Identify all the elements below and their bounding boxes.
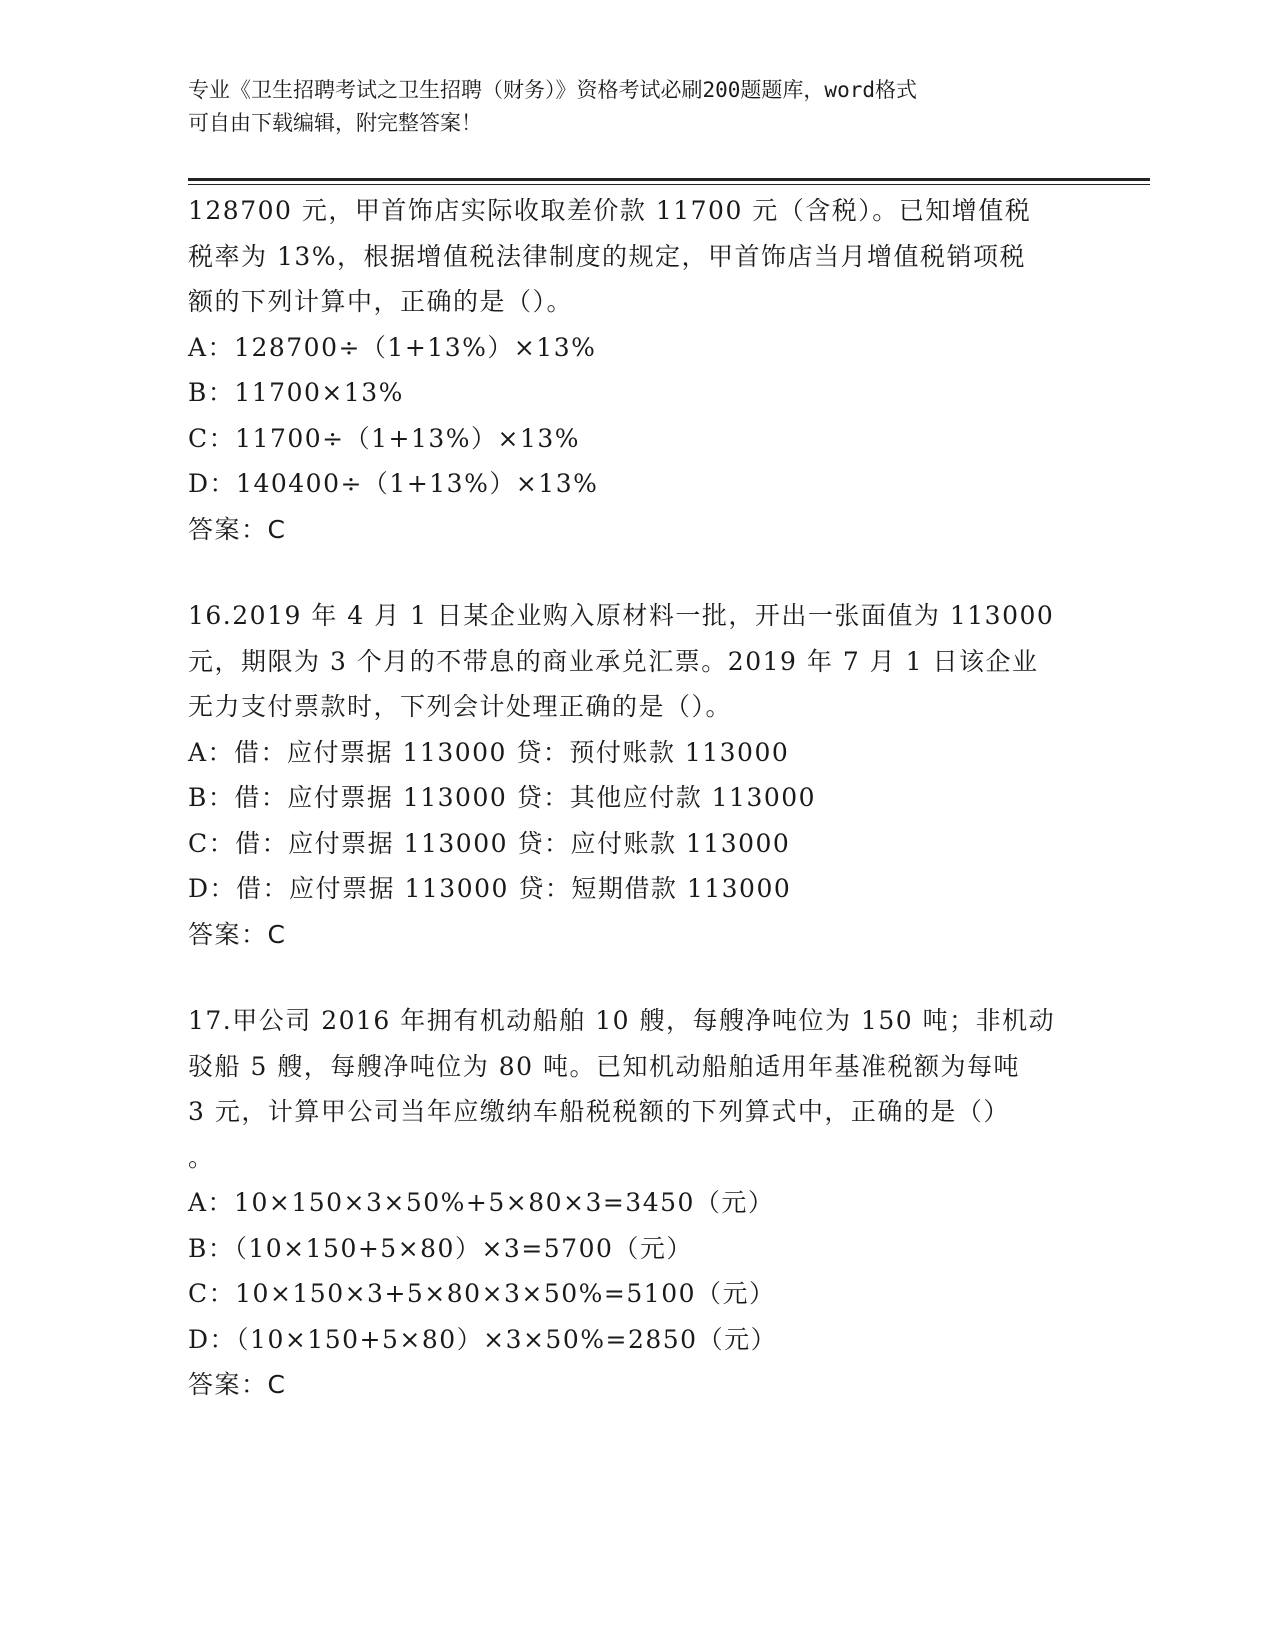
document-body xyxy=(188,188,1088,1408)
question-spacer xyxy=(188,957,1088,998)
option-c: C：借：应付票据 113000 贷：应付账款 113000 xyxy=(188,828,791,858)
question-stem-line: 驳船 5 艘，每艘净吨位为 80 吨。已知机动船舶适用年基准税额为每吨 xyxy=(188,1051,1021,1081)
question-stem-line: 3 元，计算甲公司当年应缴纳车船税税额的下列算式中，正确的是（） xyxy=(188,1097,1010,1126)
question-17 xyxy=(188,998,1088,1408)
header-rule-thick xyxy=(188,178,1150,181)
option-a: A：128700÷（1+13%）×13% xyxy=(188,332,597,362)
header-title-line-2: 可自由下载编辑，附完整答案！ xyxy=(188,111,482,135)
option-c: C：11700÷（1+13%）×13% xyxy=(188,423,581,453)
question-spacer xyxy=(188,552,1088,593)
option-d: D：140400÷（1+13%）×13% xyxy=(188,469,599,498)
answer-label: 答案：C xyxy=(188,919,287,949)
question-stem-line: 税率为 13%，根据增值税法律制度的规定，甲首饰店当月增值税销项税 xyxy=(188,241,1027,271)
page-header xyxy=(188,74,1068,140)
header-title-line-1: 专业《卫生招聘考试之卫生招聘（财务）》资格考试必刷200题题库，word格式 xyxy=(188,78,917,102)
option-b: B：（10×150+5×80）×3=5700（元） xyxy=(188,1233,693,1263)
header-rule-thin xyxy=(188,184,1150,185)
question-stem-line: 16.2019 年 4 月 1 日某企业购入原材料一批，开出一张面值为 113000 xyxy=(188,601,1055,630)
question-stem-line: 128700 元，甲首饰店实际收取差价款 11700 元（含税）。已知增值税 xyxy=(188,196,1032,225)
question-stem-line: 额的下列计算中，正确的是（）。 xyxy=(188,287,574,316)
option-a: A：10×150×3×50%+5×80×3=3450（元） xyxy=(188,1188,775,1217)
question-stem-line: 17.甲公司 2016 年拥有机动船舶 10 艘，每艘净吨位为 150 吨；非机动 xyxy=(188,1006,1056,1035)
answer-label: 答案：C xyxy=(188,514,287,544)
option-b: B：借：应付票据 113000 贷：其他应付款 113000 xyxy=(188,783,817,812)
question-stem-line: 无力支付票款时，下列会计处理正确的是（）。 xyxy=(188,692,733,721)
option-b: B：11700×13% xyxy=(188,378,404,407)
question-16 xyxy=(188,593,1088,957)
option-d: D：（10×150+5×80）×3×50%=2850（元） xyxy=(188,1324,778,1354)
question-stem-line: 。 xyxy=(188,1142,215,1172)
question-15 xyxy=(188,188,1088,552)
option-a: A：借：应付票据 113000 贷：预付账款 113000 xyxy=(188,737,790,767)
answer-label: 答案：C xyxy=(188,1370,287,1399)
question-stem-line: 元，期限为 3 个月的不带息的商业承兑汇票。2019 年 7 月 1 日该企业 xyxy=(188,646,1039,676)
option-c: C：10×150×3+5×80×3×50%=5100（元） xyxy=(188,1279,776,1308)
option-d: D：借：应付票据 113000 贷：短期借款 113000 xyxy=(188,874,792,903)
